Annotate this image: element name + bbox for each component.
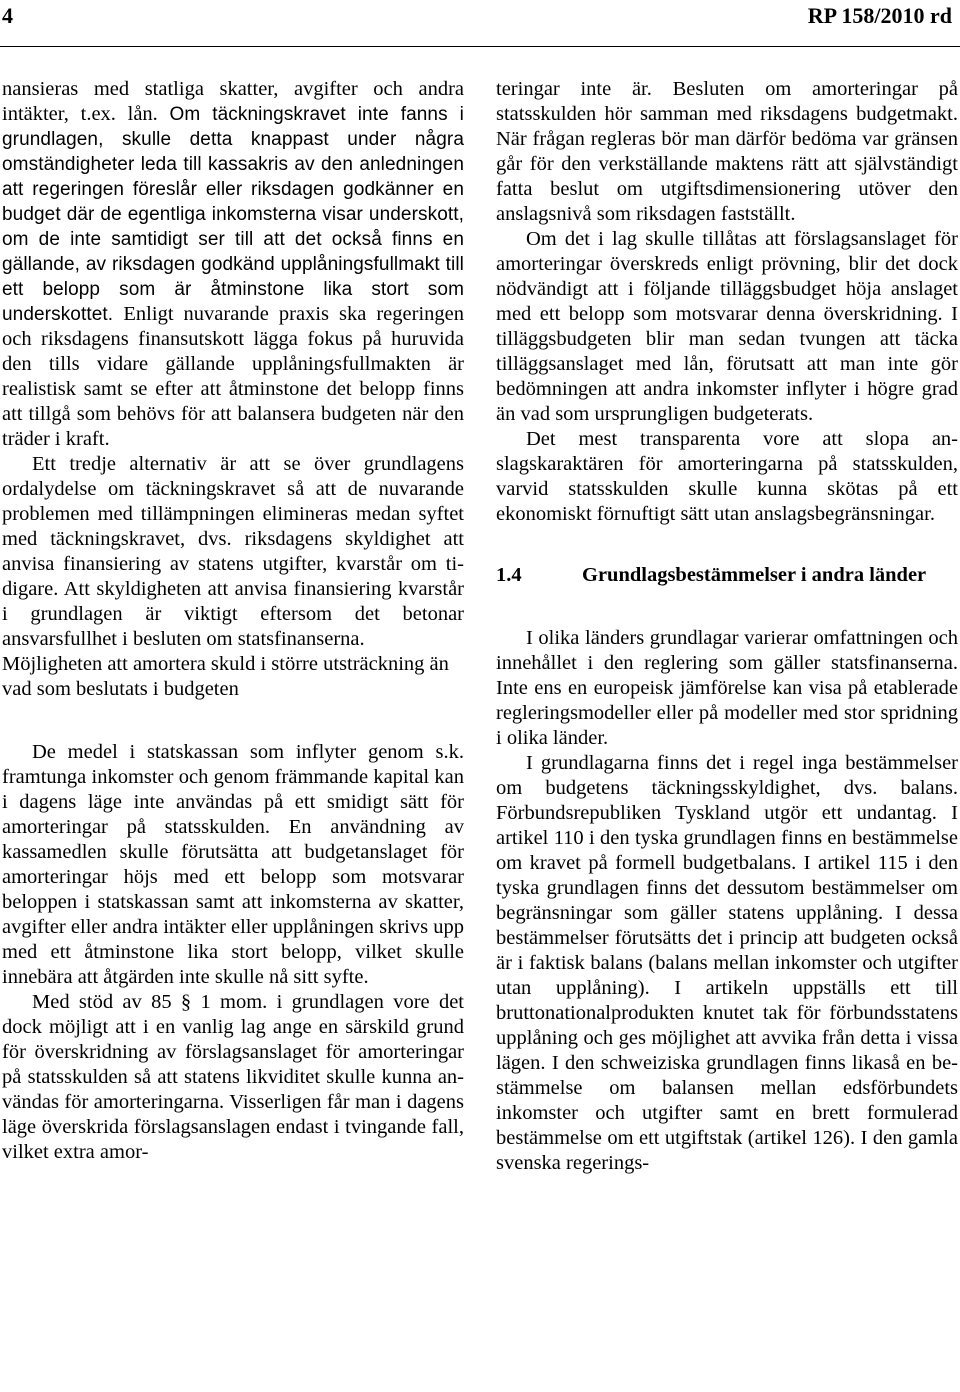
paragraph [2,77,464,452]
paragraph-text: nansieras med statliga skatter, avgifter och andra intäkter, t.ex. lån. [2,78,464,125]
paragraph-text: Enligt nuvarande praxis ska regeringen och riksdagens finansutskott lägga fokus på huruvida den tills vidare gällande upplåningsfullmakten är realistisk samt se efter att åtminstone det belopp finns att tillgå som behövs för att balansera budgeten när den träder i kraft. [2,303,464,450]
paragraph: I olika länders grundlagar varierar omfattningen och innehållet i den reglering som gäller statsfinanserna. Inte ens en europeisk jämförelse kan visa på etablerade regleringsmodeller eller på modeller med stor spridning i olika länder. [496,627,958,749]
document-id: RP 158/2010 rd [807,3,952,28]
page-number: 4 [2,3,13,28]
left-column [2,77,464,1165]
section-title: Grundlagsbestämmelser i andra länder [582,564,927,586]
page-header [0,0,960,47]
paragraph: teringar inte är. Besluten om amorteringar på statsskulden hör samman med riksdagens budgetmakt. När frågan regleras bör man därför bedöma var gränsen går för den verkställande maktens rätt att självständigt fatta beslut om utgiftsdimensionering utöver den anslagsnivå som riksdagen fastställt. [496,78,958,225]
paragraph: I grundlagarna finns det i regel inga bestämmelser om budgetens täckningsskyldighet, dvs. balans. Förbundsrepubliken Tyskland utgör ett undantag. I artikel 110 i den tyska grundlagen finns en bestämmelse om kravet på formell budgetbalans. I artikel 115 i den tyska grundlagen finns det dessutom bestämmelser om begränsningar som gäller statens upplåning. I dessa bestämmelser förutsätts det i princip att budgeten också är i faktisk balans (balans mellan inkomster och utgifter utan upplåning). I artikeln uppställs ett till bruttonationalprodukten knutet tak för förbundsstatens upplåning och ges möjlighet att avvika från detta i vissa lägen. I den schweiziska grundlagen finns likaså en bestämmelse om balansen mellan edsförbundets inkomster och utgifter samt en brett formulerad bestämmelse om ett utgiftstak (artikel 126). I den gamla svenska regerings- [496,752,958,1174]
paragraph: Det mest transparenta vore att slopa anslagskaraktären för amorteringarna på statsskulden, varvid statsskulden skulle kunna skötas på ett ekonomiskt förnuftigt sätt utan anslagsbegränsningar. [496,428,958,525]
right-column [496,77,958,1176]
paragraph: Med stöd av 85 § 1 mom. i grundlagen vore det dock möjligt att i en vanlig lag ange en särskild grund för överskridning av förslagsanslaget för amorteringar på statsskulden så att statens likviditet skulle kunna användas för amorteringarna. Visserligen får man i dagens läge överskrida förslagsanslagen endast i tvingande fall, vilket extra amor- [2,991,464,1163]
paragraph: Om det i lag skulle tillåtas att förslagsanslaget för amorteringar överskreds enligt prövning, blir det dock nödvändigt att i följande tilläggsbudget höja anslaget med ett belopp som motsvarar denna överskridning. I tilläggsbudgeten blir man sedan tvungen att täcka tilläggsanslaget med lån, förutsatt att man inte gör bedömningen att andra inkomster inflyter i högre grad än vad som ursprungligen budgeterats. [496,228,958,425]
section-heading [496,563,958,588]
subheading: Möjligheten att amortera skuld i större utsträckning än vad som beslutats i budgeten [2,653,449,700]
paragraph-text-sans: Om täckningskravet inte fanns i grundlagen, skulle detta knappast under några omständigheter leda till kassakris av den anledningen att regeringen föreslår eller riksdagen godkänner en budget där de egentliga inkomsterna visar underskott, om de inte samtidigt ser till att det också finns en gällande, av riksdagen godkänd upplåningsfullmakt till ett belopp som är åtminstone lika stort som underskottet. [2,104,464,325]
paragraph: De medel i statskassan som inflyter genom s.k. framtunga inkomster och genom främmande kapital kan i dagens läge inte användas på ett smidigt sätt för amorteringar på statsskulden. En användning av kassamedlen skulle förutsätta att budgetanslaget för amorteringar höjs med ett belopp som motsvarar beloppen i statskassan samt att inkomsterna av skatter, avgifter eller andra intäkter eller upplåningen skrivs upp med ett åtminstone lika stort belopp, vilket skulle innebära att åtgärden inte skulle nå sitt syfte. [2,741,464,988]
paragraph: Ett tredje alternativ är att se över grundlagens ordalydelse om täckningskravet så att de nuvarande problemen med tillämpningen elimineras medan syftet med täckningskravet, dvs. riksdagens skyldighet att anvisa finansiering av statens utgifter, kvarstår om tidigare. Att skyldigheten att anvisa finansiering kvarstår i grundlagen är viktigt eftersom det betonar ansvarsfullhet i besluten om statsfinanserna. [2,453,464,650]
section-number: 1.4 [496,564,522,586]
